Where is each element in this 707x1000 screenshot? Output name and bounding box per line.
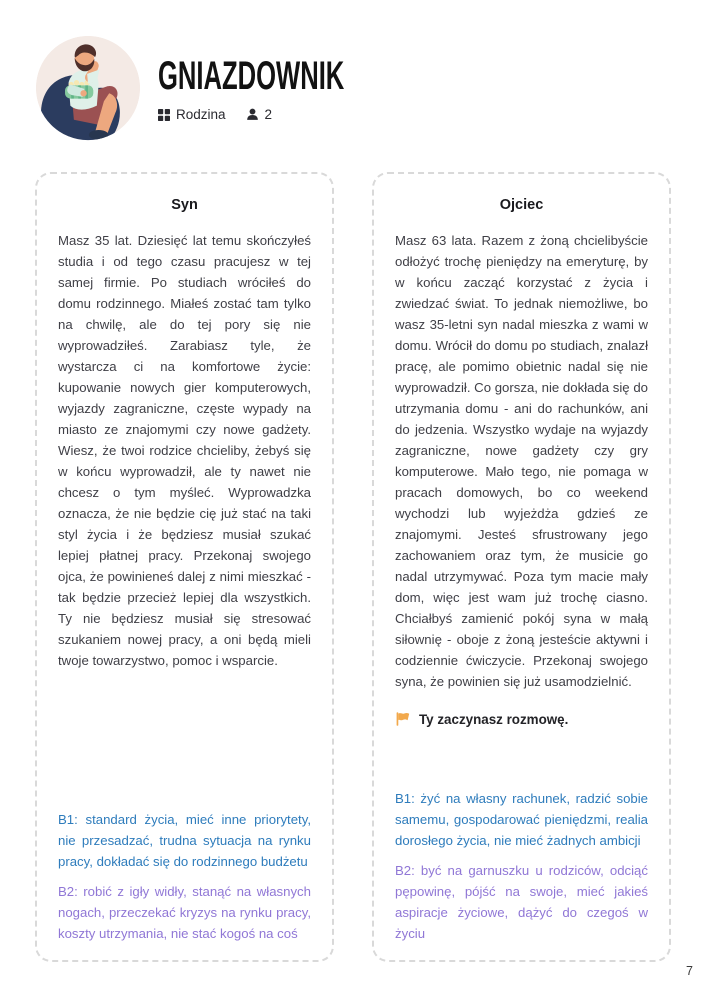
hint-b2: B2: być na garnuszku u rodziców, odciąć pępowinę, pójść na swoje, mieć jakieś aspiracje życiowe, dążyć do czegoś w życiu (395, 863, 648, 941)
header (35, 35, 449, 141)
card-body: Masz 63 lata. Razem z żoną chcielibyście odłożyć trochę pieniędzy na emeryturę, by w końcu zacząć korzystać z życia i zwiedzać świat. To jednak niemożliwe, bo wasz 35-letni syn nadal mieszka z wami w domu. Wrócił do domu po studiach, znalazł pracę, ale pomimo obietnic nadal się nie wyprowadził. Co gorsza, nie dokłada się do utrzymania domu - ani do rachunków, ani do jedzenia. Wszystko wydaje na wyjazdy zagraniczne, nowe gadżety czy gry komputerowe. Mało tego, nie pomaga w pracach domowych, bo co weekend wychodzi lub wyjeżdża gdzieś ze znajomymi. Jesteś sfrustrowany jego zachowaniem oraz tym, że musicie go nadal utrzymywać. Poza tym macie mały dom, więc jest wam już trochę ciasno. Chciałbyś zamienić pokój syna w małą siłownię - oboje z żoną jesteście aktywni i codziennie ćwiczycie. Przekonaj swojego syna, że powinien się już usamodzielnić. (395, 233, 648, 689)
person-icon (246, 108, 259, 121)
man-on-beanbag-icon (35, 35, 141, 141)
hint-b1: B1: standard życia, mieć inne priorytety, nie przesadzać, trudna sytuacja na rynku pracy, dokładać się do rodzinnego budżetu (58, 812, 311, 869)
card-heading: Ojciec (499, 197, 544, 213)
hint-b1: B1: żyć na własny rachunek, radzić sobie samemu, gospodarować pieniędzmi, realia dorosłego życia, nie mieć żadnych ambicji (395, 791, 648, 848)
category-tag (158, 107, 226, 122)
role-cards (35, 172, 672, 962)
page-title: GNIAZDOWNIK (158, 54, 345, 98)
page-number: 7 (686, 964, 693, 978)
players-count: 2 (264, 107, 273, 122)
card-heading: Syn (171, 197, 198, 213)
header-text (158, 35, 449, 122)
hint-b2: B2: robić z igły widły, stanąć na własnych nogach, przeczekać kryzys na rynku pracy, koszty utrzymania, nie stać kogoś na coś (58, 884, 311, 941)
players-tag (246, 107, 273, 122)
avatar (35, 35, 141, 141)
category-label: Rodzina (176, 107, 226, 122)
tags-row (158, 107, 449, 122)
grid-icon (158, 109, 170, 121)
card-body: Masz 35 lat. Dziesięć lat temu skończyłeś studia i od tego czasu pracujesz w tej samej firmie. Po studiach wróciłeś do domu rodzinnego. Miałeś zostać tam tylko na chwilę, ale do tej pory się nie wyprowadziłeś. Zarabiasz tyle, że wystarcza ci na komfortowe życie: kupowanie nowych gier komputerowych, wyjazdy zagraniczne, częste wypady na miasto ze znajomymi czy nowe gadżety. Wiesz, że twoi rodzice chcieliby, żebyś się w końcu wyprowadził, ale ty nawet nie chcesz o tym myśleć. Wyprowadzka oznacza, że nie będzie cię już stać na taki styl życia i że będziesz musiał szukać lepiej płatnej pracy. Przekonaj swojego ojca, że powinieneś dalej z nimi mieszkać - tak będzie przecież lepiej dla wszystkich. Ty nie będziesz musiał się stresować szukaniem nowej pracy, a oni będą mieli twoje towarzystwo, pomoc i wsparcie. (58, 233, 311, 668)
flag-icon (395, 711, 411, 727)
start-note-text: Ty zaczynasz rozmowę. (419, 711, 569, 727)
card-syn (35, 172, 334, 962)
card-ojciec (372, 172, 671, 962)
vocabulary-hints (58, 809, 311, 944)
vocabulary-hints (395, 788, 648, 944)
start-note (395, 711, 648, 727)
